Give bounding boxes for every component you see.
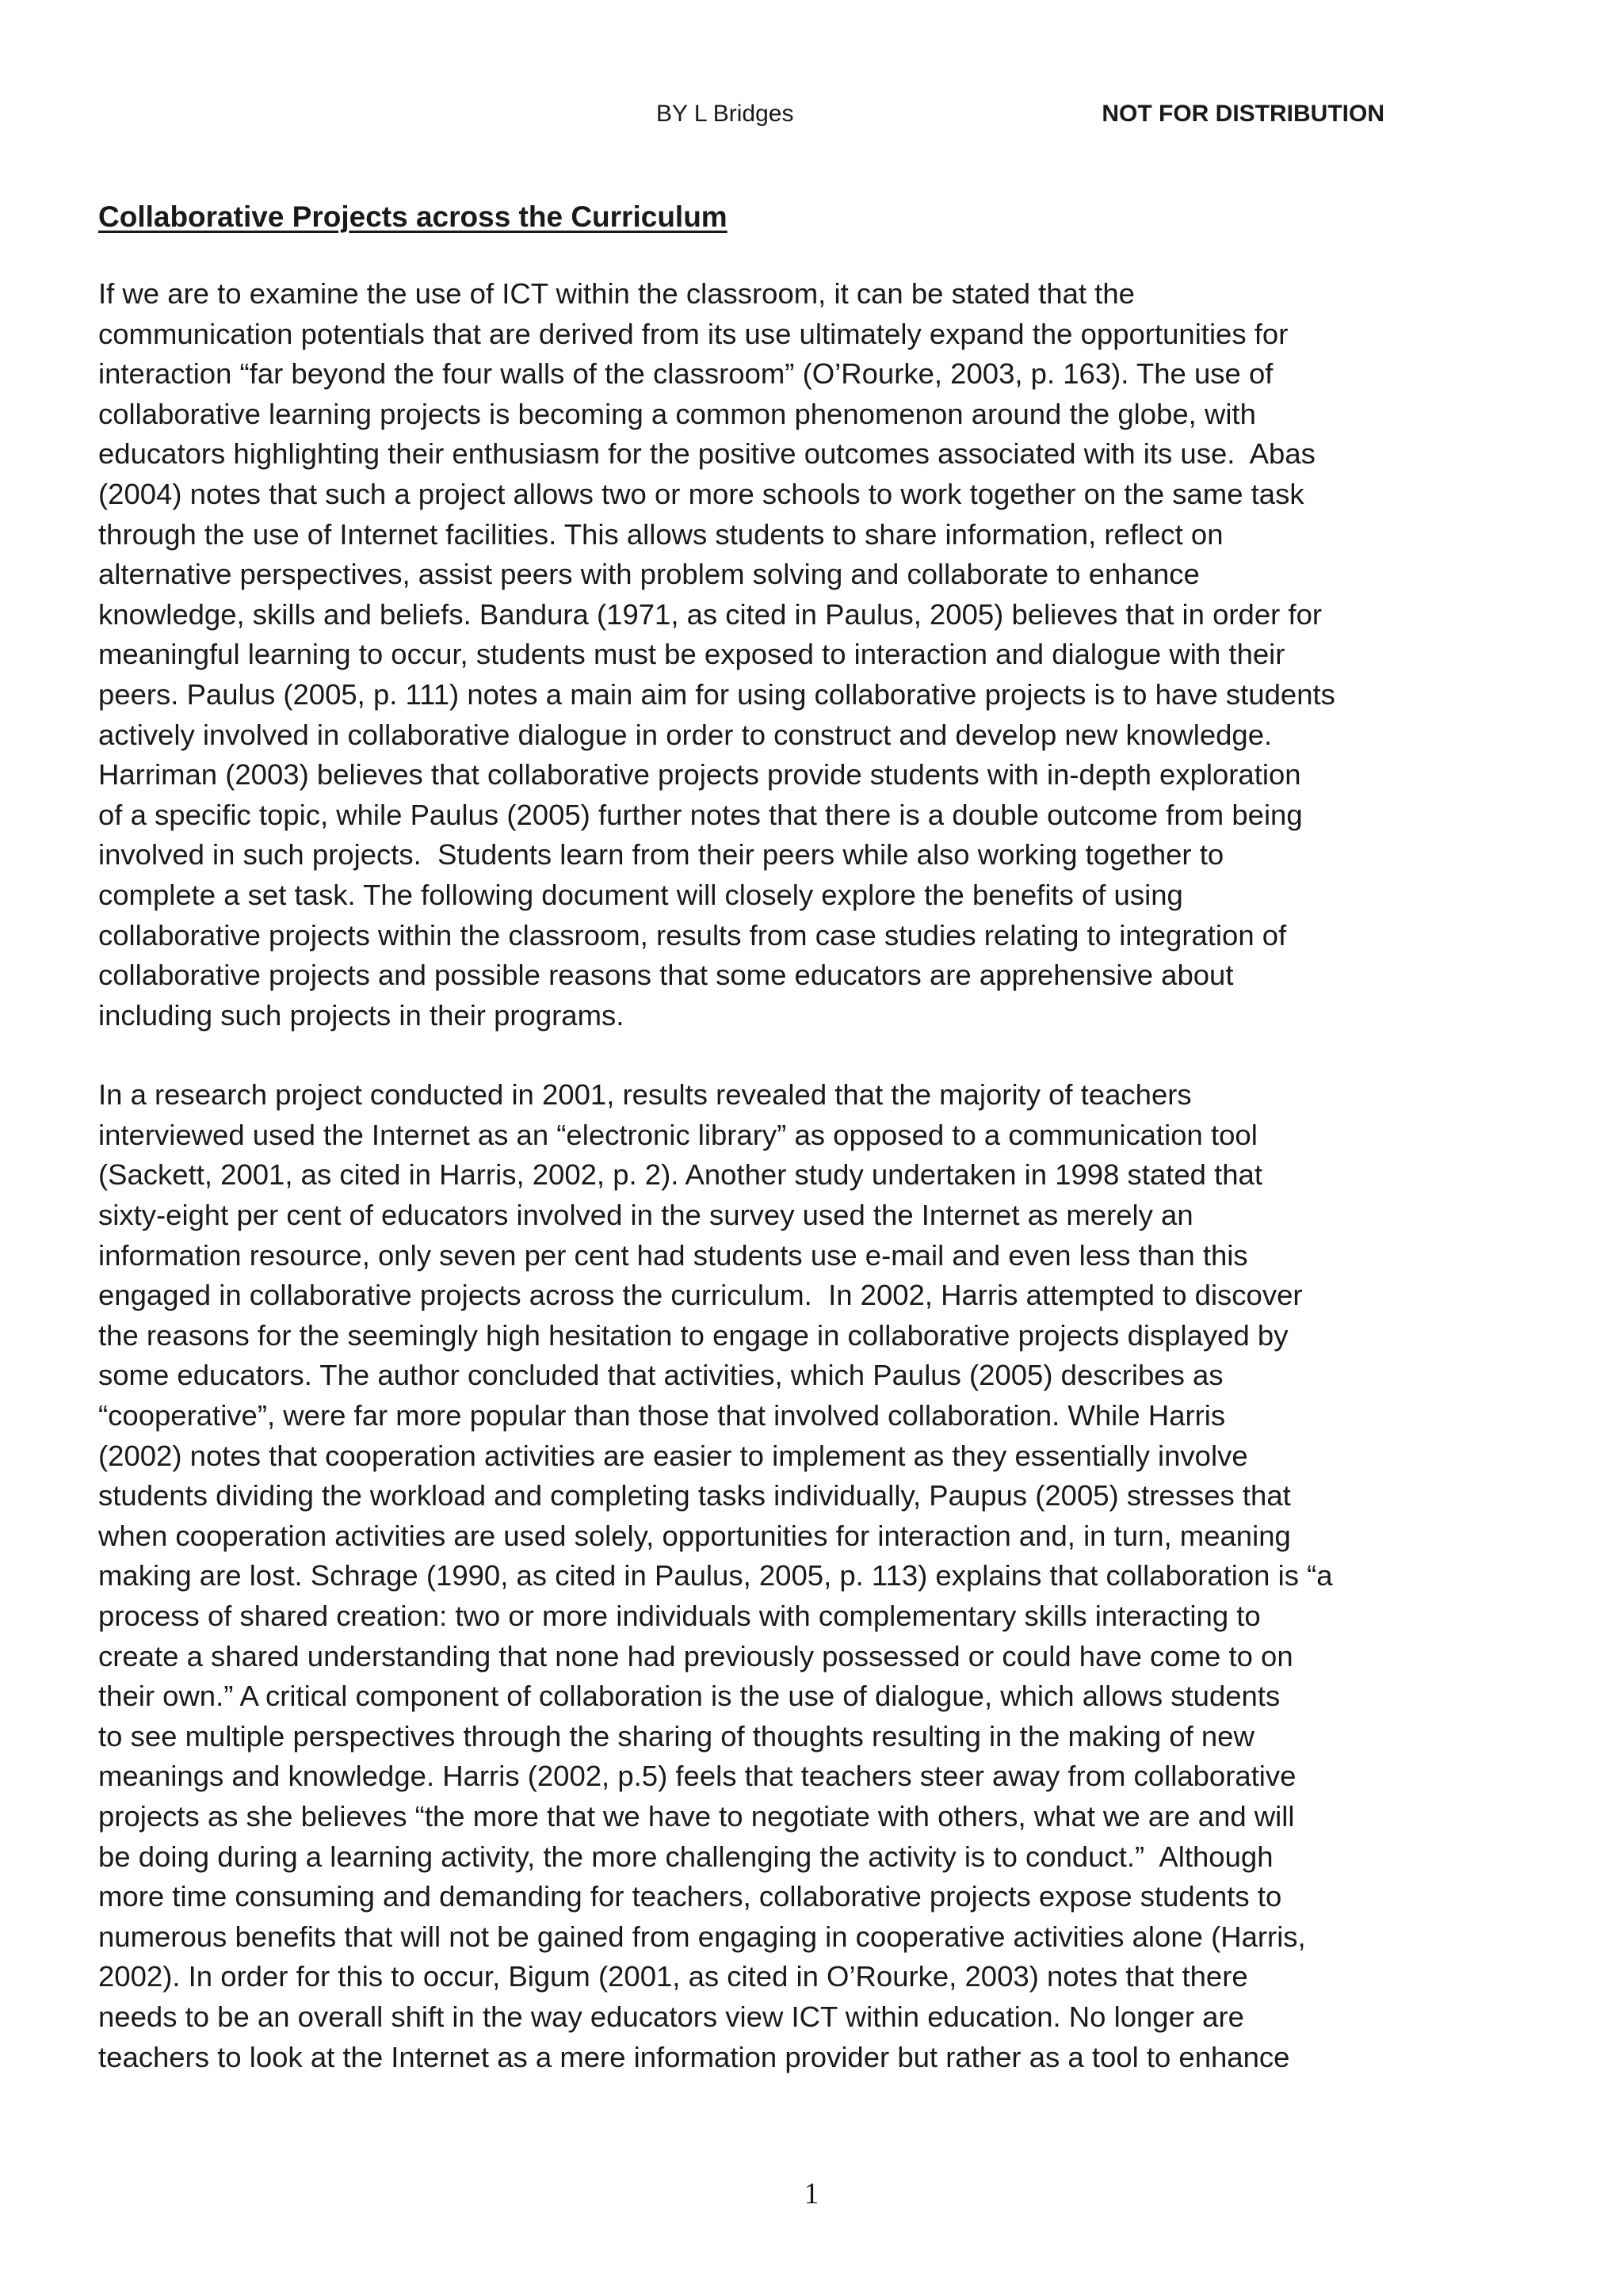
document-body bbox=[98, 196, 1398, 2077]
header-author: BY L Bridges bbox=[656, 101, 794, 127]
header-distribution-notice: NOT FOR DISTRIBUTION bbox=[1102, 101, 1384, 127]
page-header bbox=[0, 97, 1623, 132]
paragraph-introduction: If we are to examine the use of ICT within the classroom, it can be stated that the communication potentials that are derived from its use ultimately expand the opportunities for interaction “far beyond the four walls of the classroom” (O’Rourke, 2003, p. 163). The use of collaborative learning projects is becoming a common phenomenon around the globe, with educators highlighting their enthusiasm for the positive outcomes associated with its use. Abas (2004) notes that such a project allows two or more schools to work together on the same task through the use of Internet facilities. This allows students to share information, reflect on alternative perspectives, assist peers with problem solving and collaborate to enhance knowledge, skills and beliefs. Bandura (1971, as cited in Paulus, 2005) believes that in order for meaningful learning to occur, students must be exposed to interaction and dialogue with their peers. Paulus (2005, p. 111) notes a main aim for using collaborative projects is to have students actively involved in collaborative dialogue in order to construct and develop new knowledge. Harriman (2003) believes that collaborative projects provide students with in-depth exploration of a specific topic, while Paulus (2005) further notes that there is a double outcome from being involved in such projects. Students learn from their peers while also working together to complete a set task. The following document will closely explore the benefits of using collaborative projects within the classroom, results from case studies relating to integration of collaborative projects and possible reasons that some educators are apprehensive about including such projects in their programs. bbox=[98, 277, 1335, 1032]
page-number: 1 bbox=[804, 2177, 819, 2210]
paragraph-research: In a research project conducted in 2001, results revealed that the majority of teachers interviewed used the Internet as an “electronic library” as opposed to a communication tool (Sackett, 2001, as cited in Harris, 2002, p. 2). Another study undertaken in 1998 stated that sixty-eight per cent of educators involved in the survey used the Internet as merely an information resource, only seven per cent had students use e-mail and even less than this engaged in collaborative projects across the curriculum. In 2002, Harris attempted to discover the reasons for the seemingly high hesitation to engage in collaborative projects displayed by some educators. The author concluded that activities, which Paulus (2005) describes as “cooperative”, were far more popular than those that involved collaboration. While Harris (2002) notes that cooperation activities are easier to implement as they essentially involve students dividing the workload and completing tasks individually, Paupus (2005) stresses that when cooperation activities are used solely, opportunities for interaction and, in turn, meaning making are lost. Schrage (1990, as cited in Paulus, 2005, p. 113) explains that collaboration is “a process of shared creation: two or more individuals with complementary skills interacting to create a shared understanding that none had previously possessed or could have come to on their own.” A critical component of collaboration is the use of dialogue, which allows students to see multiple perspectives through the sharing of thoughts resulting in the making of new meanings and knowledge. Harris (2002, p.5) feels that teachers steer away from collaborative projects as she believes “the more that we have to negotiate with others, what we are and will be doing during a learning activity, the more challenging the activity is to conduct.” Although more time consuming and demanding for teachers, collaborative projects expose students to numerous benefits that will not be gained from engaging in cooperative activities alone (Harris, 2002). In order for this to occur, Bigum (2001, as cited in O’Rourke, 2003) notes that there needs to be an overall shift in the way educators view ICT within education. No longer are teachers to look at the Internet as a mere information provider but rather as a tool to enhance bbox=[98, 1078, 1333, 2073]
document-title: Collaborative Projects across the Curriculum bbox=[98, 200, 727, 233]
